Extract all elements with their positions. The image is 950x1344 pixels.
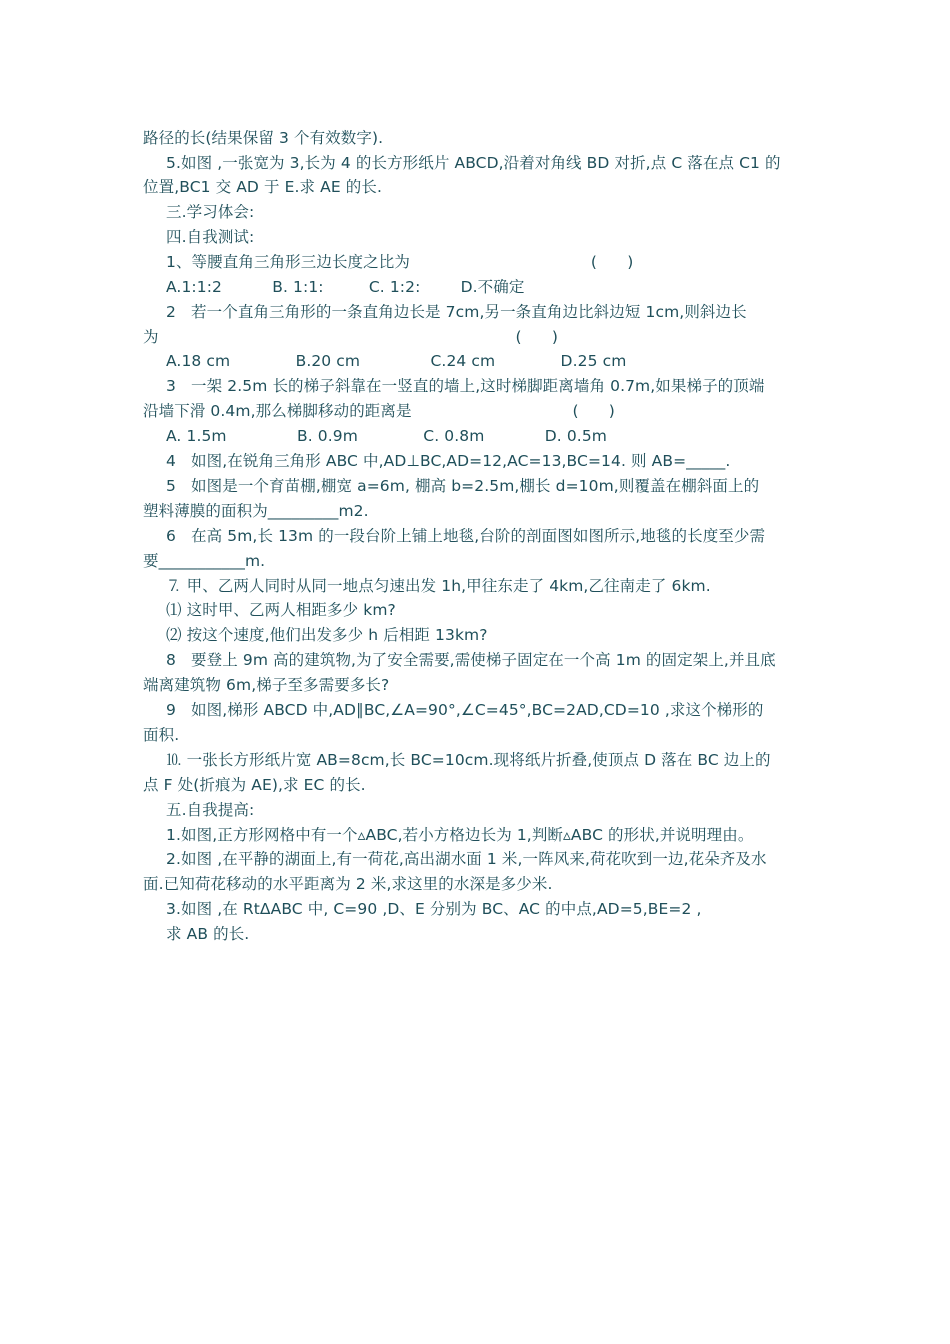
question-line: 2.如图 ,在平静的湖面上,有一荷花,高出湖水面 1 米,一阵风来,荷花吹到一边,花朵齐及水: [166, 850, 767, 868]
question-line: 9 如图,梯形 ABCD 中,AD∥BC,∠A=90°,∠C=45°,BC=2AD,CD=10 ,求这个梯形的: [166, 701, 764, 719]
question-line: 3 一架 2.5m 长的梯子斜靠在一竖直的墙上,这时梯脚距离墙角 0.7m,如果梯子的顶端: [166, 377, 765, 395]
question-line: 面.已知荷花移动的水平距离为 2 米,求这里的水深是多少米.: [143, 875, 553, 893]
question-line: 塑料薄膜的面积为_________m2.: [143, 502, 369, 520]
question-line: 8 要登上 9m 高的建筑物,为了安全需要,需使梯子固定在一个高 1m 的固定架上,并且底: [166, 651, 776, 669]
question-line: 面积.: [143, 726, 180, 744]
text-line: 5.如图 ,一张宽为 3,长为 4 的长方形纸片 ABCD,沿着对角线 BD 对折,点 C 落在点 C1 的: [166, 154, 781, 172]
text-line: 路径的长(结果保留 3 个有效数字).: [143, 129, 384, 147]
question-line: 为 ( ): [143, 328, 558, 346]
question-line: 6 在高 5m,长 13m 的一段台阶上铺上地毯,台阶的剖面图如图所示,地毯的长度至少需: [166, 527, 766, 545]
question-line: 2 若一个直角三角形的一条直角边长是 7cm,另一条直角边比斜边短 1cm,则斜边长: [166, 303, 747, 321]
text-line: 位置,BC1 交 AD 于 E.求 AE 的长.: [143, 178, 383, 196]
question-line: 点 F 处(折痕为 AE),求 EC 的长.: [143, 776, 366, 794]
question-line: 3.如图 ,在 RtΔABC 中, C=90 ,D、E 分别为 BC、AC 的中点,AD=5,BE=2 ,: [166, 900, 702, 918]
options-line: A. 1.5m B. 0.9m C. 0.8m D. 0.5m: [166, 427, 607, 445]
question-line: 4 如图,在锐角三角形 ABC 中,AD⊥BC,AD=12,AC=13,BC=14. 则 AB=_____.: [166, 452, 731, 470]
question-line: 要___________m.: [143, 552, 266, 570]
section-heading: 四.自我测试:: [166, 228, 255, 246]
sub-question-line: ⑴ 这时甲、乙两人相距多少 km?: [166, 601, 396, 619]
sub-question-line: ⑵ 按这个速度,他们出发多少 h 后相距 13km?: [166, 626, 488, 644]
options-line: A.18 cm B.20 cm C.24 cm D.25 cm: [166, 352, 627, 370]
question-line: ⒎ 甲、乙两人同时从同一地点匀速出发 1h,甲往东走了 4km,乙往南走了 6km.: [166, 577, 711, 595]
question-line: 1.如图,正方形网格中有一个▵ABC,若小方格边长为 1,判断▵ABC 的形状,并说明理由。: [166, 826, 754, 844]
question-line: 5 如图是一个育苗棚,棚宽 a=6m, 棚高 b=2.5m,棚长 d=10m,则覆盖在棚斜面上的: [166, 477, 760, 495]
section-heading: 三.学习体会:: [166, 203, 255, 221]
question-line: ⒑ 一张长方形纸片宽 AB=8cm,长 BC=10cm.现将纸片折叠,使顶点 D 落在 BC 边上的: [166, 751, 771, 769]
section-heading: 五.自我提高:: [166, 801, 255, 819]
question-line: 沿墙下滑 0.4m,那么梯脚移动的距离是 ( ): [143, 402, 615, 420]
options-line: A.1:1:2 B. 1:1: C. 1:2: D.不确定: [166, 278, 525, 296]
question-line: 1、等腰直角三角形三边长度之比为 ( ): [166, 253, 634, 271]
question-line: 端离建筑物 6m,梯子至多需要多长?: [143, 676, 390, 694]
question-line: 求 AB 的长.: [166, 925, 250, 943]
